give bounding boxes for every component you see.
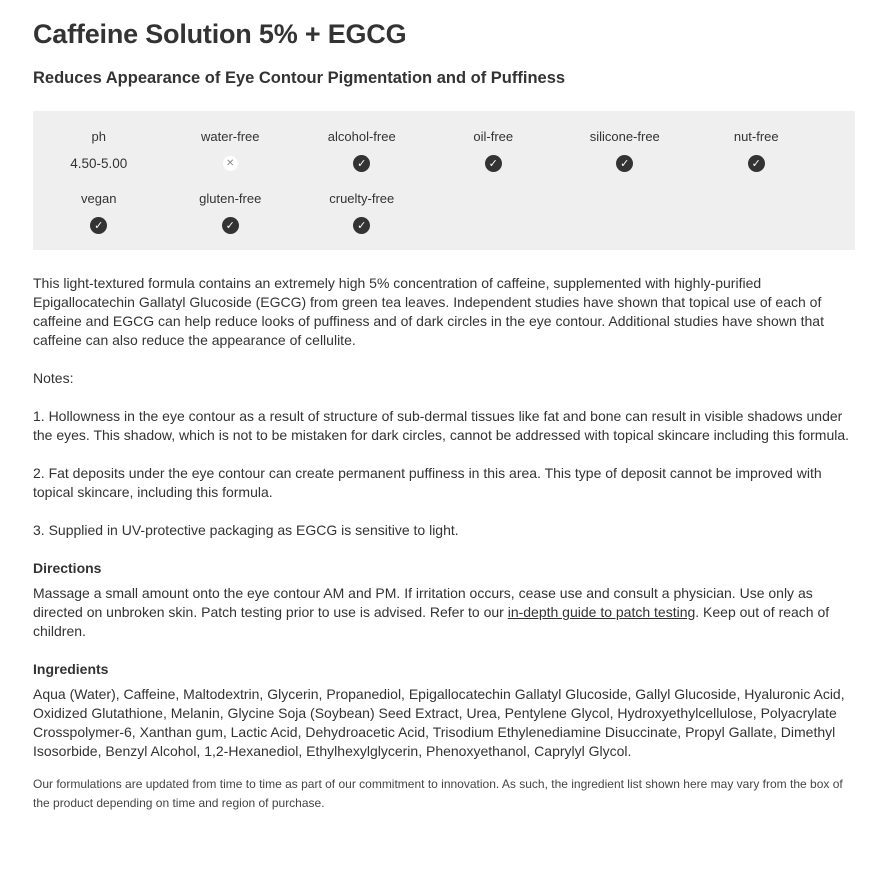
- attribute-value: 4.50-5.00: [70, 156, 128, 171]
- directions-text: [33, 584, 851, 641]
- product-title: Caffeine Solution 5% + EGCG: [33, 19, 407, 49]
- attribute-silicone-free: [559, 129, 691, 191]
- attribute-alcohol-free: [296, 129, 428, 191]
- attribute-label: nut-free: [733, 129, 779, 144]
- directions-heading: Directions: [33, 560, 102, 576]
- ingredients-list: Aqua (Water), Caffeine, Maltodextrin, Glycerin, Propanediol, Epigallocatechin Gallatyl Glucoside, Gallyl Glucoside, Hyaluronic Acid, Oxidized Glutathione, Melanin, Glycine Soja (Soybean) Seed Extract, Urea, Pentylene Glycol, Hydroxyethylcellulose, Polyacrylate Crosspolymer-6, Xanthan gum, Lactic Acid, Dehydroacetic Acid, Trisodium Ethylenediamine Disuccinate, Propyl Gallate, Dimethyl Isosorbide, Benzyl Alcohol, 1,2-Hexanediol, Ethylhexylglycerin, Phenoxyethanol, Caprylyl Glycol.: [33, 686, 845, 759]
- formulation-disclaimer: Our formulations are updated from time to time as part of our commitment to innovation. As such, the ingredient list shown here may vary from the box of the product depending on time and region of purchase.: [33, 777, 843, 810]
- ingredients-heading: Ingredients: [33, 661, 109, 677]
- check-icon: ✓: [748, 155, 765, 172]
- attribute-label: vegan: [81, 191, 117, 206]
- attribute-cruelty-free: [296, 191, 428, 253]
- attribute-label: gluten-free: [199, 191, 262, 206]
- attribute-label: silicone-free: [589, 129, 660, 144]
- attribute-water-free: [165, 129, 297, 191]
- note-item: 3. Supplied in UV-protective packaging as EGCG is sensitive to light.: [33, 522, 459, 538]
- patch-testing-guide-link[interactable]: in-depth guide to patch testing: [507, 604, 696, 620]
- attribute-oil-free: [428, 129, 560, 191]
- attribute-nut-free: [691, 129, 823, 191]
- attribute-label: cruelty-free: [329, 191, 395, 206]
- attributes-row: [33, 191, 855, 253]
- attribute-label: oil-free: [473, 129, 514, 144]
- attribute-label: alcohol-free: [327, 129, 396, 144]
- attribute-ph: [33, 129, 165, 191]
- attributes-row: [33, 129, 855, 191]
- check-icon: ✓: [353, 217, 370, 234]
- attributes-panel: [33, 111, 855, 250]
- note-item: 1. Hollowness in the eye contour as a result of structure of sub-dermal tissues like fat and bone can result in visible shadows under the eyes. This shadow, which is not to be mistaken for dark circles, cannot be addressed with topical skincare including this formula.: [33, 408, 850, 443]
- notes-heading: Notes:: [33, 370, 74, 386]
- note-item: 2. Fat deposits under the eye contour can create permanent puffiness in this area. This type of deposit cannot be improved with topical skincare, including this formula.: [33, 465, 822, 500]
- attribute-label: water-free: [200, 129, 260, 144]
- attribute-vegan: [33, 191, 165, 253]
- product-subtitle: Reduces Appearance of Eye Contour Pigmentation and of Puffiness: [33, 69, 566, 87]
- check-icon: ✓: [90, 217, 107, 234]
- check-icon: ✓: [353, 155, 370, 172]
- cross-icon: ✕: [223, 156, 238, 171]
- directions-text-part: Massage a small amount onto the eye contour AM and PM. If irritation occurs, cease use and consult a physician. Use only as directed on unbroken skin. Patch testing prior to use is advised. Refer to our: [33, 585, 813, 620]
- check-icon: ✓: [222, 217, 239, 234]
- product-description: This light-textured formula contains an extremely high 5% concentration of caffeine, supplemented with highly-purified Epigallocatechin Gallatyl Glucoside (EGCG) from green tea leaves. Independent studies have shown that topical use of each of caffeine and EGCG can help reduce looks of puffiness and of dark circles in the eye contour. Additional studies have shown that caffeine can also reduce the appearance of cellulite.: [33, 275, 824, 348]
- check-icon: ✓: [616, 155, 633, 172]
- attribute-gluten-free: [165, 191, 297, 253]
- directions-text-part: . Keep out of reach of children.: [33, 604, 830, 639]
- check-icon: ✓: [485, 155, 502, 172]
- attribute-label: ph: [91, 129, 106, 144]
